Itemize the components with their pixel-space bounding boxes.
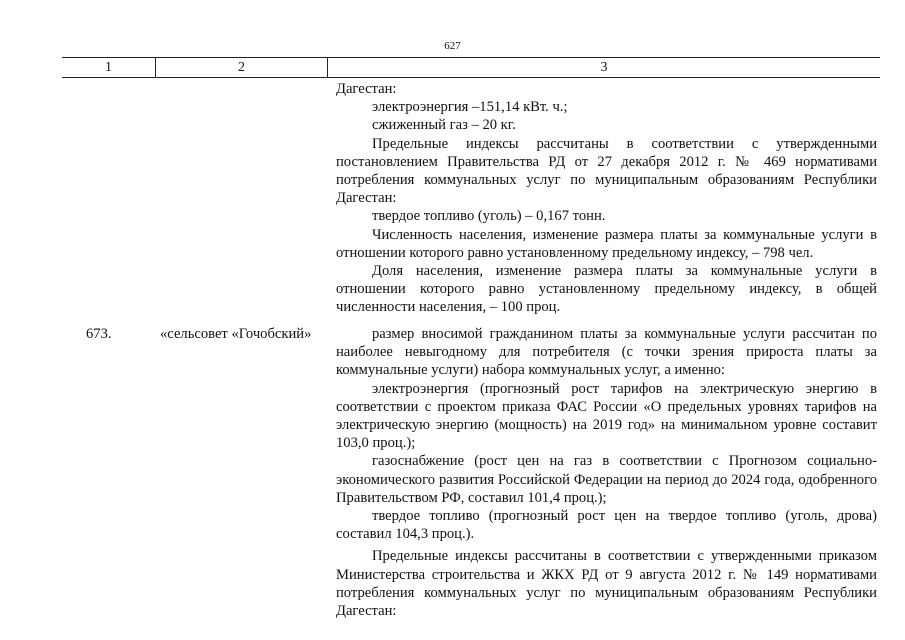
table-header-col-1: 1 (62, 58, 156, 77)
municipality-name: «сельсовет «Гочобский» (160, 326, 312, 342)
row-673-text (336, 325, 877, 620)
table-header-col-3: 3 (600, 60, 608, 75)
paragraph: Численность населения, изменение размера платы за коммунальные услуги в отношении которого равно установленному предельному индексу, – 798 чел. (336, 226, 877, 261)
paragraph: сжиженный газ – 20 кг. (372, 117, 516, 134)
paragraph: твердое топливо (прогнозный рост цен на твердое топливо (уголь, дрова) составил 104,3 проц.). (336, 508, 877, 543)
paragraph: электроэнергия (прогнозный рост тарифов на электрическую энергию в соответствии с проектом приказа ФАС России «О предельных уровнях тарифов на электрическую энергию (мощность) на 2019 год» на минимальном уровне составит 103,0 проц.); (336, 380, 877, 452)
continued-cell-text (336, 80, 877, 317)
page-number: 627 (444, 40, 461, 52)
paragraph: электроэнергия –151,14 кВт. ч.; (372, 99, 568, 116)
paragraph: твердое топливо (уголь) – 0,167 тонн. (372, 208, 606, 225)
paragraph: Доля населения, изменение размера платы за коммунальные услуги в отношении которого равно установленному предельному индексу, в общей численности населения, – 100 проц. (336, 263, 877, 316)
table-header-col-2: 2 (156, 58, 328, 77)
paragraph: Предельные индексы рассчитаны в соответствии с утвержденными постановлением Правительства РД от 27 декабря 2012 г. № 469 нормативами потребления коммунальных услуг по муниципальным образованиям Республики Дагестан: (336, 135, 877, 207)
paragraph: размер вносимой гражданином платы за коммунальные услуги рассчитан по наиболее невыгодному для потребителя (с точки зрения прироста платы за коммунальные услуги) набора коммунальных услуг, а именно: (336, 326, 877, 379)
paragraph: Предельные индексы рассчитаны в соответствии с утвержденными приказом Министерства строительства и ЖКХ РД от 9 августа 2012 г. № 149 нормативами потребления коммунальных услуг по муниципальным образованиям Республики Дагестан: (336, 548, 877, 620)
row-number: 673. (86, 326, 112, 342)
paragraph: Дагестан: (336, 81, 397, 97)
paragraph: газоснабжение (рост цен на газ в соответствии с Прогнозом социально-экономического развития Российской Федерации на период до 2024 года, одобренного Правительством РФ, составил 101,4 проц.); (336, 453, 877, 506)
table-header-row (62, 57, 880, 78)
